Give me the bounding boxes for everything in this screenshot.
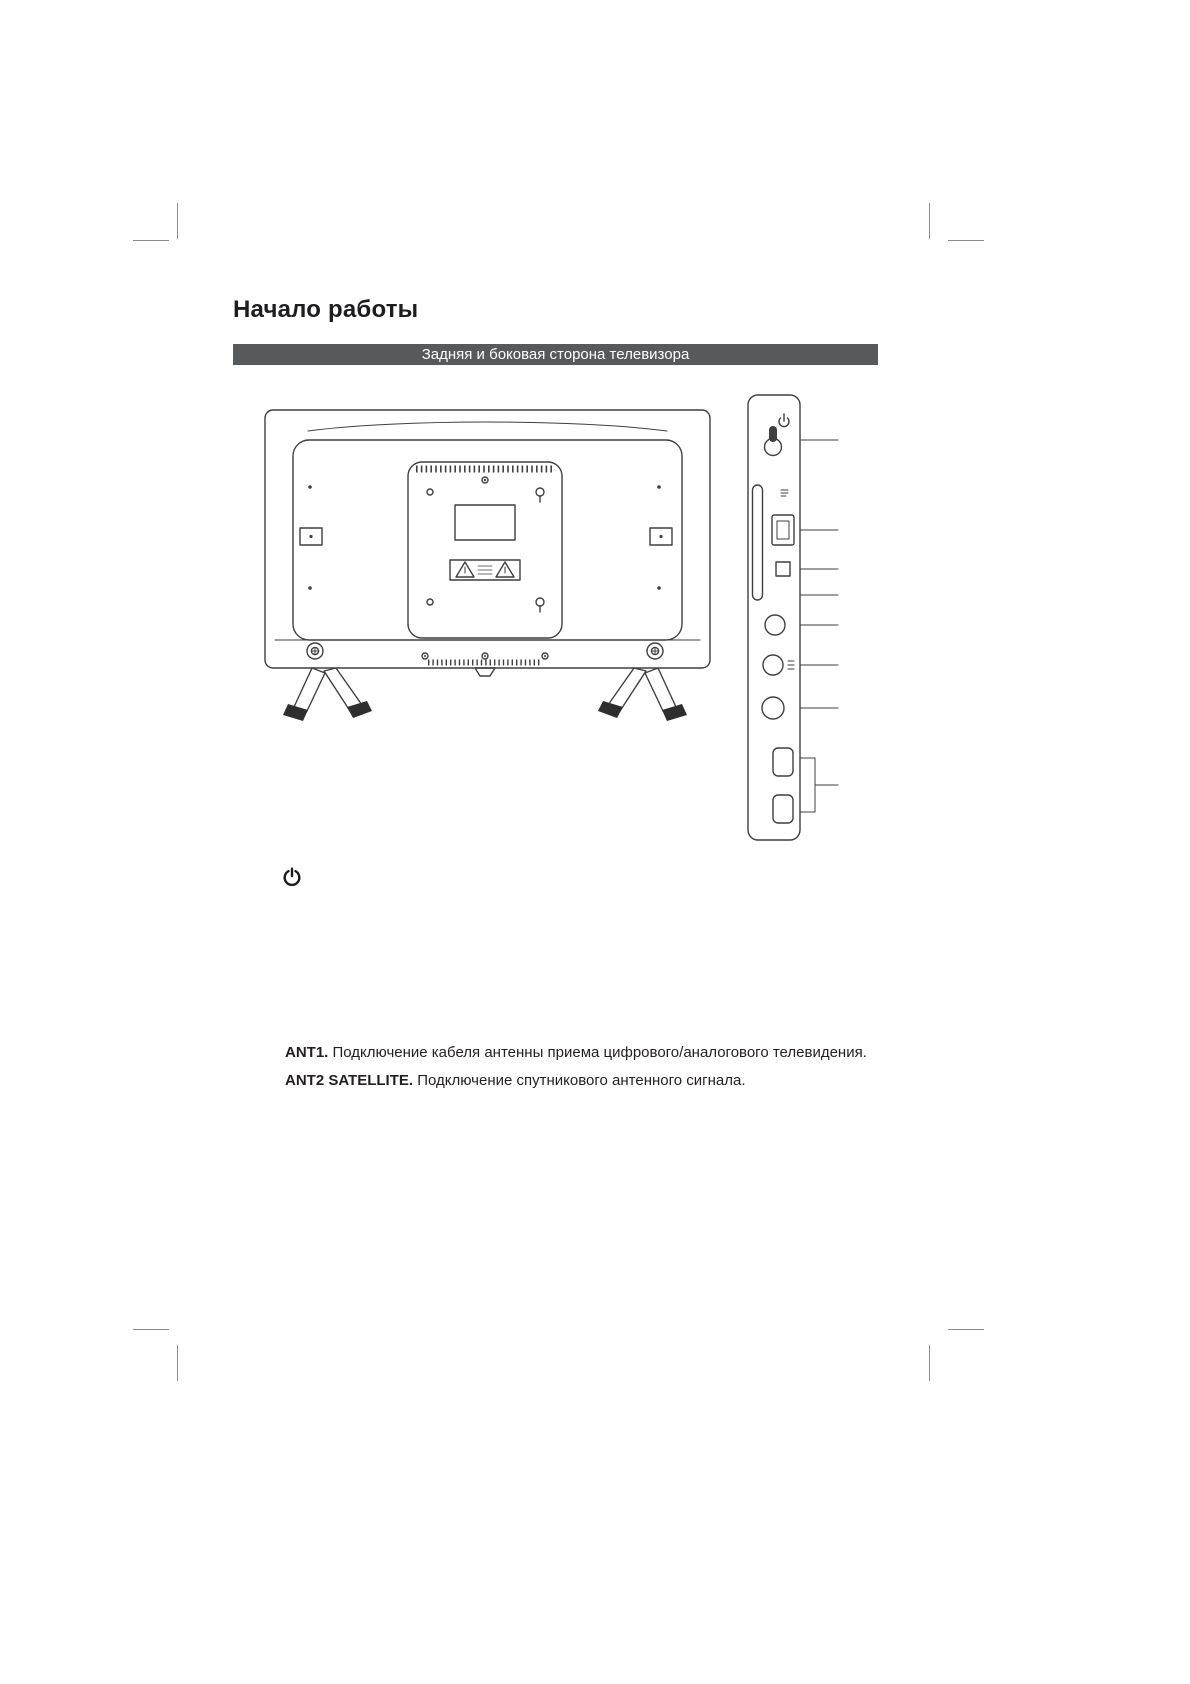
- av-slot: [753, 485, 763, 600]
- section-banner: [233, 344, 878, 365]
- crop-mark: [948, 240, 984, 241]
- usb-mark: [781, 490, 788, 496]
- note-ant2-text: Подключение спутникового антенного сигнала.: [413, 1072, 746, 1089]
- leader-lines: [800, 440, 838, 812]
- note-ant2-label: ANT2 SATELLITE.: [285, 1072, 414, 1089]
- crop-mark: [133, 240, 169, 241]
- card-slot: [776, 562, 790, 576]
- crop-mark: [177, 203, 178, 239]
- rating-label: [455, 505, 515, 540]
- crop-mark: [133, 1329, 169, 1330]
- crop-mark: [929, 203, 930, 239]
- power-symbol-mark: [779, 414, 789, 427]
- section-banner-label: Задняя и боковая сторона телевизора: [421, 346, 690, 363]
- tv-back-and-side-diagram: [250, 390, 850, 860]
- jack-3: [762, 697, 784, 719]
- vesa-screw-holes: [427, 488, 544, 612]
- tv-back-outline: [265, 410, 710, 668]
- bottom-strip: [307, 643, 663, 676]
- power-icon: [281, 866, 303, 888]
- note-ant1: [285, 1043, 925, 1063]
- vesa-mount-panel: [408, 462, 562, 638]
- stand-left: [283, 668, 372, 721]
- warning-label: [450, 560, 520, 580]
- crop-mark: [929, 1345, 930, 1381]
- jack-1: [765, 615, 785, 635]
- usb-port: [772, 515, 794, 545]
- hdmi-port-1: [773, 748, 793, 776]
- jack-2: [763, 655, 794, 675]
- note-ant1-text: Подключение кабеля антенны приема цифрового/аналогового телевидения.: [328, 1044, 867, 1061]
- side-panel: [748, 395, 800, 840]
- stand-right: [598, 668, 687, 721]
- power-button: [765, 430, 782, 456]
- crop-mark: [948, 1329, 984, 1330]
- page-title: Начало работы: [233, 296, 419, 323]
- hdmi-port-2: [773, 795, 793, 823]
- note-ant2: [285, 1071, 925, 1091]
- note-ant1-label: ANT1.: [285, 1044, 329, 1061]
- crop-mark: [177, 1345, 178, 1381]
